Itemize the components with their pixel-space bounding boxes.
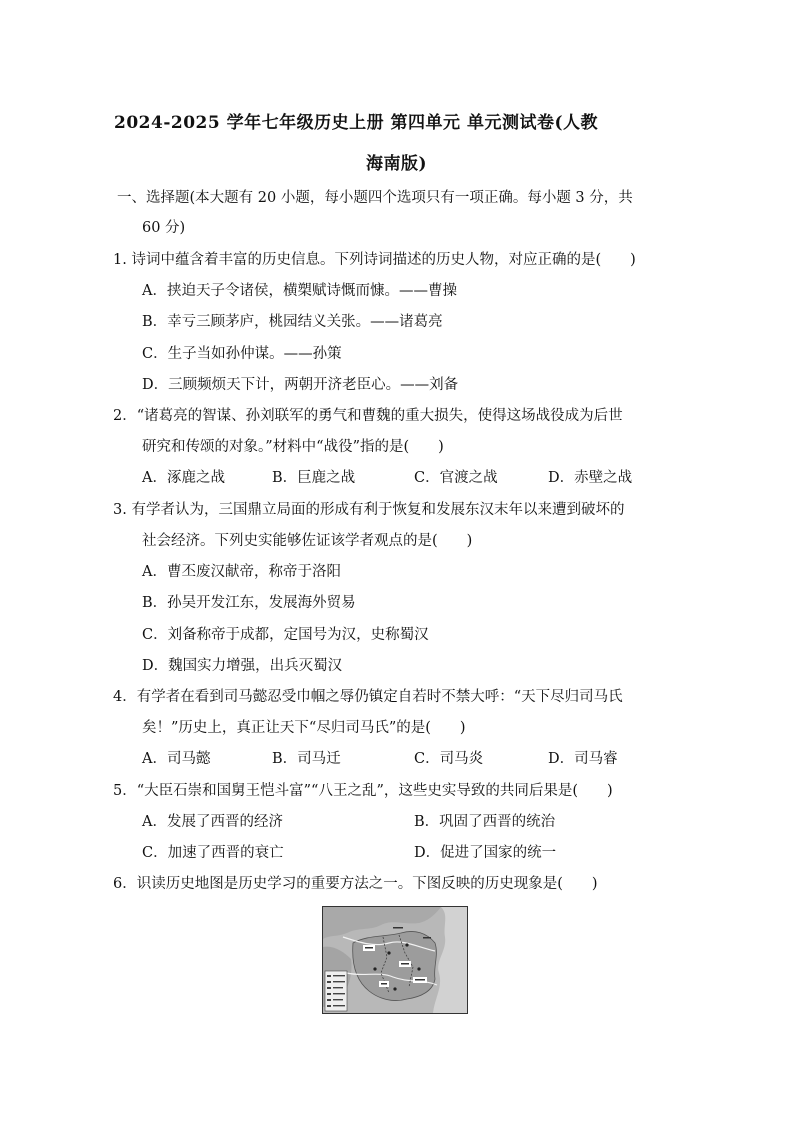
question-3-stem-cont: 社会经济。下列史实能够佐证该学者观点的是( ) <box>142 533 473 549</box>
question-2-stem: 2．“诸葛亮的智谋、孙刘联军的勇气和曹魏的重大损失，使得这场战役成为后世 <box>113 408 623 424</box>
question-3-option-d: D．魏国实力增强，出兵灭蜀汉 <box>142 658 343 674</box>
question-4-option-b: B．司马迁 <box>272 751 341 767</box>
question-4-option-d: D．司马睿 <box>548 751 618 767</box>
section-header-cont: 60 分) <box>142 220 186 236</box>
question-3-stem: 3. 有学者认为，三国鼎立局面的形成有利于恢复和发展东汉末年以来遭到破坏的 <box>113 502 625 518</box>
question-5-option-b: B．巩固了西晋的统治 <box>414 814 556 830</box>
document-title-line2: 海南版) <box>366 154 428 174</box>
question-3-option-b: B．孙吴开发江东，发展海外贸易 <box>142 595 356 611</box>
question-3-option-a: A．曹丕废汉献帝，称帝于洛阳 <box>142 564 341 580</box>
question-6-stem: 6．识读历史地图是历史学习的重要方法之一。下图反映的历史现象是( ) <box>113 876 598 892</box>
question-2-option-a: A．涿鹿之战 <box>142 470 225 486</box>
question-1-stem: 1. 诗词中蕴含着丰富的历史信息。下列诗词描述的历史人物，对应正确的是( ) <box>113 252 636 268</box>
question-1-option-d: D．三顾频烦天下计，两朝开济老臣心。——刘备 <box>142 377 459 393</box>
question-5-option-d: D．促进了国家的统一 <box>414 845 557 861</box>
question-4-option-a: A．司马懿 <box>142 751 211 767</box>
question-3-option-c: C．刘备称帝于成都，定国号为汉，史称蜀汉 <box>142 627 429 643</box>
question-5-option-c: C．加速了西晋的衰亡 <box>142 845 284 861</box>
section-header: 一、选择题(本大题有 20 小题，每小题四个选项只有一项正确。每小题 3 分，共 <box>117 190 633 206</box>
question-5-option-a: A．发展了西晋的经济 <box>142 814 283 830</box>
question-4-stem-cont: 矣！”历史上，真正让天下“尽归司马氏”的是( ) <box>142 720 466 736</box>
question-1-option-c: C．生子当如孙仲谋。——孙策 <box>142 346 342 362</box>
question-4-stem: 4．有学者在看到司马懿忍受巾帼之辱仍镇定自若时不禁大呼：“天下尽归司马氏 <box>113 689 623 705</box>
question-1-option-b: B．幸亏三顾茅庐，桃园结义关张。——诸葛亮 <box>142 314 443 330</box>
question-5-stem: 5．“大臣石崇和国舅王恺斗富”“八王之乱”，这些史实导致的共同后果是( ) <box>113 783 613 799</box>
question-2-stem-cont: 研究和传颂的对象。”材料中“战役”指的是( ) <box>142 439 444 455</box>
question-2-option-c: C．官渡之战 <box>414 470 498 486</box>
question-2-option-b: B．巨鹿之战 <box>272 470 356 486</box>
question-2-option-d: D．赤壁之战 <box>548 470 633 486</box>
historical-map-figure <box>322 906 468 1014</box>
historical-map-image <box>323 907 467 1013</box>
question-4-option-c: C．司马炎 <box>414 751 484 767</box>
question-1-option-a: A．挟迫天子令诸侯，横槊赋诗慨而慷。——曹操 <box>142 283 457 299</box>
document-title-line1: 2024-2025 学年七年级历史上册 第四单元 单元测试卷(人教 <box>114 113 598 133</box>
